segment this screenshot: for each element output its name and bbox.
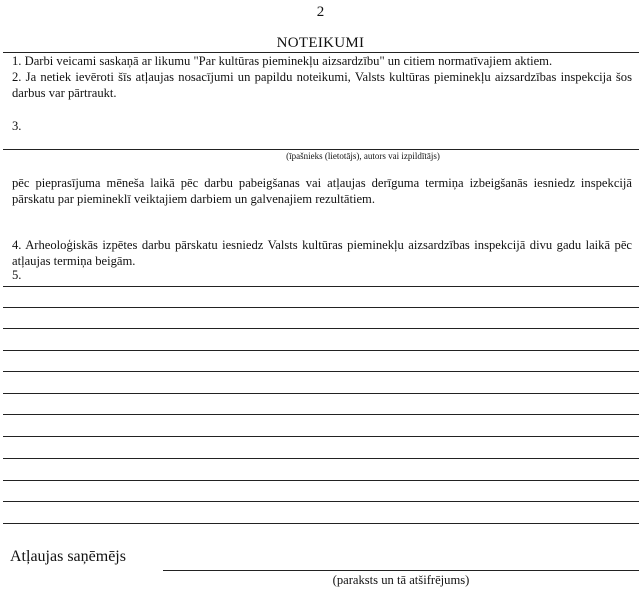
blank-line[interactable] xyxy=(3,436,639,437)
signature-line[interactable] xyxy=(163,570,639,571)
blank-line[interactable] xyxy=(3,371,639,372)
blank-line[interactable] xyxy=(3,393,639,394)
blank-line[interactable] xyxy=(3,414,639,415)
rule-item-5-label: 5. xyxy=(12,268,22,282)
section-heading: NOTEIKUMI xyxy=(276,35,365,51)
rule-item-4: 4. Arheoloģiskās izpētes darbu pārskatu iesniedz Valsts kultūras pieminekļu aizsardzības inspekcijā divu gadu laikā pēc atļaujas termiņa beigām. xyxy=(12,238,632,268)
page-number: 2 xyxy=(316,4,325,20)
fill-in-caption: (īpašnieks (lietotājs), autors vai izpildītājs) xyxy=(286,151,440,161)
blank-line[interactable] xyxy=(3,523,639,524)
blank-line[interactable] xyxy=(3,307,639,308)
fill-in-line[interactable] xyxy=(3,149,639,150)
signature-caption: (paraksts un tā atšifrējums) xyxy=(332,573,470,587)
blank-line[interactable] xyxy=(3,480,639,481)
blank-line[interactable] xyxy=(3,458,639,459)
rule-item-3-label: 3. xyxy=(12,119,22,133)
rule-item-2: 2. Ja netiek ievēroti šīs atļaujas nosacījumi un papildu noteikumi, Valsts kultūras pieminekļu aizsardzības inspekcija šos darbus var pārtraukt. xyxy=(12,70,632,100)
rule-item-3-text: pēc pieprasījuma mēneša laikā pēc darbu pabeigšanas vai atļaujas derīguma termiņa izbeigšanās iesniedz inspekcijā pārskatu par piemineklī veiktajiem darbiem un galvenajiem rezultātiem. xyxy=(12,176,632,206)
blank-line[interactable] xyxy=(3,350,639,351)
blank-line[interactable] xyxy=(3,328,639,329)
signature-label: Atļaujas saņēmējs xyxy=(10,548,126,565)
rule-item-1: 1. Darbi veicami saskaņā ar likumu "Par kultūras pieminekļu aizsardzību" un citiem normatīvajiem aktiem. xyxy=(12,54,553,68)
blank-line[interactable] xyxy=(3,286,639,287)
blank-line[interactable] xyxy=(3,501,639,502)
